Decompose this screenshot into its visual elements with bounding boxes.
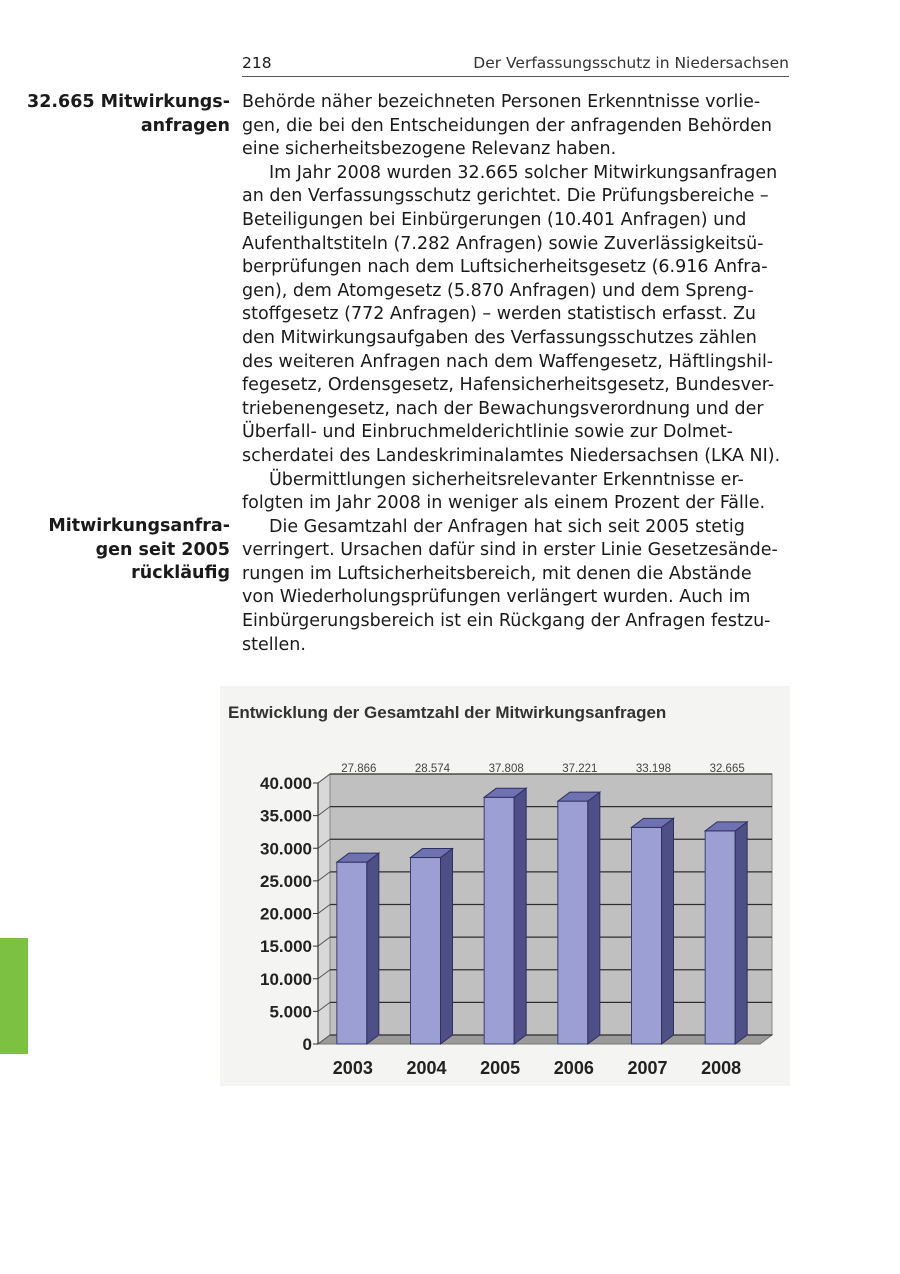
y-tick-label: 25.000 (260, 871, 312, 891)
text-line: Überfall- und Einbruchmelderichtlinie sowie zur Dolmet- (242, 422, 733, 443)
text-line: Übermittlungen sicherheitsrelevanter Erkenntnisse er- (269, 469, 744, 490)
body-text (242, 91, 802, 657)
x-tick-label: 2007 (627, 1058, 668, 1078)
text-line: des weiteren Anfragen nach dem Waffengesetz, Häftlingshil- (242, 351, 774, 372)
page-number: 218 (242, 54, 272, 72)
sidenote-line: rückläufig (131, 563, 230, 583)
x-tick-label: 2004 (406, 1058, 447, 1078)
text-line: rungen im Luftsicherheitsbereich, mit denen die Abstände (242, 563, 752, 584)
text-line: von Wiederholungsprüfungen verlängert wurden. Auch im (242, 587, 751, 608)
text-line: fegesetz, Ordensgesetz, Hafensicherheitsgesetz, Bundesver- (242, 375, 775, 396)
text-line: Die Gesamtzahl der Anfragen hat sich seit 2005 stetig (269, 516, 745, 537)
text-line: Einbürgerungsbereich ist ein Rückgang der Anfragen festzu- (242, 611, 771, 632)
sidenote-line: Mitwirkungsanfra- (48, 516, 230, 536)
x-tick-label: 2003 (332, 1058, 373, 1078)
x-tick-label: 2006 (553, 1058, 594, 1078)
bar-side (367, 853, 379, 1044)
text-line: eine sicherheitsbezogene Relevanz haben. (242, 139, 617, 160)
y-tick-label: 5.000 (269, 1002, 312, 1022)
bar (484, 797, 514, 1044)
bar-side (441, 849, 453, 1044)
x-tick-label: 2005 (480, 1058, 521, 1078)
x-tick-label: 2008 (701, 1058, 742, 1078)
text-line: folgten im Jahr 2008 in weniger als einem Prozent der Fälle. (242, 493, 766, 514)
page-header (242, 52, 789, 77)
y-tick-label: 30.000 (260, 839, 312, 859)
y-tick-label: 40.000 (260, 774, 312, 793)
sidenote-line: 32.665 Mitwirkungs- (27, 92, 230, 112)
data-label: 32.665 (709, 763, 745, 775)
text-line: verringert. Ursachen dafür sind in erster Linie Gesetzesände- (242, 540, 778, 561)
text-line: triebenengesetz, nach der Bewachungsverordnung und der (242, 398, 764, 419)
text-line: Im Jahr 2008 wurden 32.665 solcher Mitwirkungsanfragen (269, 162, 778, 183)
y-tick-label: 35.000 (260, 806, 312, 826)
data-label: 27.866 (341, 763, 377, 775)
text-line: Aufenthaltstiteln (7.282 Anfragen) sowie Zuverlässigkeitsü- (242, 233, 764, 254)
text-line: stoffgesetz (772 Anfragen) – werden statistisch erfasst. Zu (242, 304, 757, 325)
y-tick-label: 15.000 (260, 937, 312, 957)
y-tick-label: 0 (302, 1035, 312, 1054)
text-line: berprüfungen nach dem Luftsicherheitsgesetz (6.916 Anfra- (242, 257, 768, 278)
sidenote-ruecklaeufig (48, 515, 230, 586)
running-title: Der Verfassungsschutz in Niedersachsen (473, 54, 789, 72)
data-label: 33.198 (635, 763, 672, 775)
y-tick-label: 20.000 (260, 904, 312, 924)
bar (632, 827, 662, 1044)
bar (705, 831, 735, 1044)
sidenote-line: gen seit 2005 (95, 539, 230, 560)
sidenote-mitwirkungsanfragen (27, 91, 230, 138)
bar (411, 858, 441, 1044)
text-line: Behörde näher bezeichneten Personen Erkenntnisse vorlie- (242, 92, 761, 112)
bar-side (662, 818, 674, 1044)
bar-side (735, 822, 747, 1044)
text-line: gen), dem Atomgesetz (5.870 Anfragen) und dem Spreng- (242, 280, 754, 301)
data-label: 37.221 (562, 763, 598, 775)
text-line: gen, die bei den Entscheidungen der anfragenden Behörden (242, 115, 772, 136)
text-line: scherdatei des Landeskriminalamtes Niedersachsen (LKA NI). (242, 445, 781, 466)
bar (337, 862, 367, 1044)
bar-side (588, 792, 600, 1044)
bar (558, 801, 588, 1044)
data-label: 37.808 (488, 763, 524, 775)
text-line: Beteiligungen bei Einbürgerungen (10.401 Anfragen) und (242, 209, 747, 230)
plot-floor (318, 1035, 772, 1044)
text-line: an den Verfassungsschutz gerichtet. Die Prüfungsbereiche – (242, 186, 769, 207)
sidenote-line: anfragen (140, 115, 230, 136)
text-line: stellen. (242, 634, 306, 655)
data-label: 28.574 (414, 763, 451, 775)
bar-side (514, 788, 526, 1044)
bar-chart (220, 686, 790, 1086)
chapter-tab (0, 938, 28, 1054)
y-tick-label: 10.000 (260, 969, 312, 989)
text-line: den Mitwirkungsaufgaben des Verfassungsschutzes zählen (242, 327, 757, 348)
chart-title: Entwicklung der Gesamtzahl der Mitwirkungsanfragen (228, 703, 667, 722)
chart-canvas (220, 686, 790, 1086)
